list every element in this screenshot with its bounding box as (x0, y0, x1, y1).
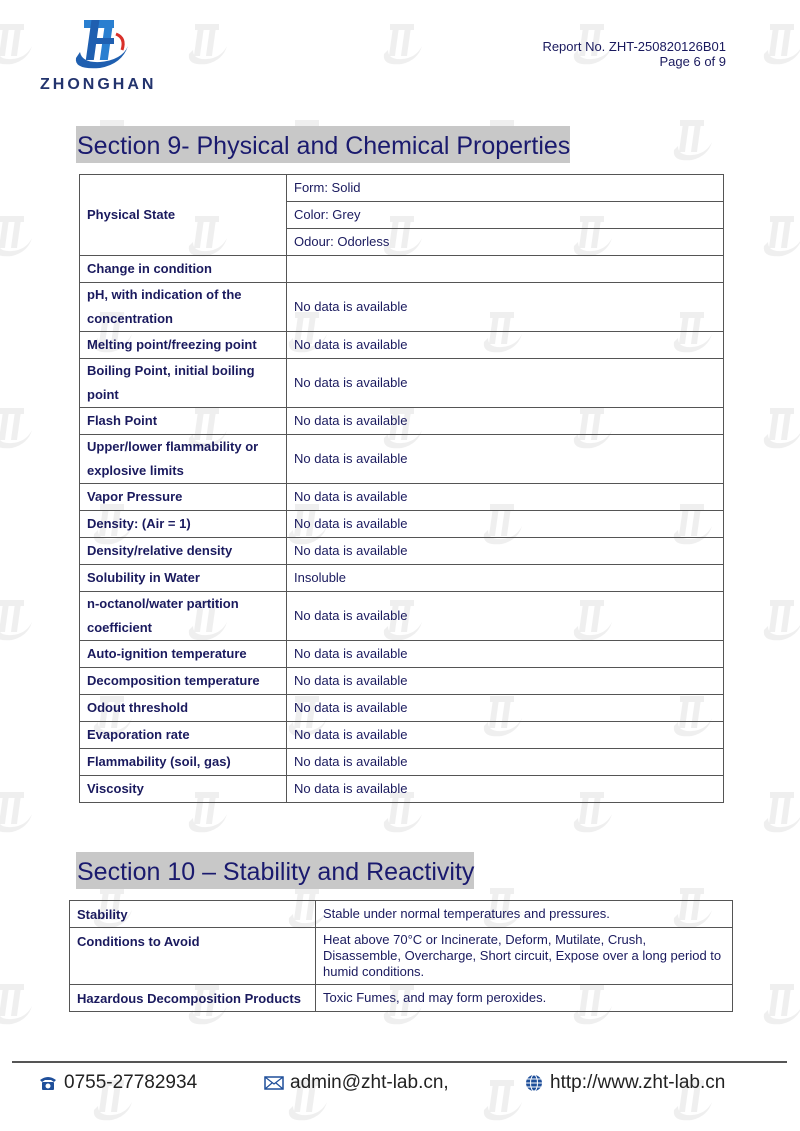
property-label: Viscosity (80, 776, 287, 803)
table-row (80, 175, 724, 202)
property-label: Hazardous Decomposition Products (70, 985, 316, 1012)
property-label: Evaporation rate (80, 722, 287, 749)
property-value: No data is available (287, 511, 724, 538)
property-label: Change in condition (80, 256, 287, 283)
property-value: No data is available (287, 695, 724, 722)
globe-icon (524, 1074, 544, 1092)
table-row (80, 722, 724, 749)
section-10 (0, 852, 800, 1012)
main-content (0, 126, 800, 1012)
section-10-title: Section 10 – Stability and Reactivity (76, 852, 474, 889)
property-label: Vapor Pressure (80, 484, 287, 511)
company-name: ZHONGHAN (40, 76, 157, 93)
property-label: Upper/lower flammability or explosive limits (80, 435, 287, 484)
section-9-title: Section 9- Physical and Chemical Properties (76, 126, 570, 163)
report-number: Report No. ZHT-250820126B01 (542, 39, 726, 54)
watermark-logo-icon (380, 20, 424, 68)
table-row (80, 359, 724, 408)
report-info (542, 39, 726, 69)
table-row (80, 695, 724, 722)
property-value: No data is available (287, 408, 724, 435)
property-value: Insoluble (287, 565, 724, 592)
footer-website (524, 1072, 725, 1094)
property-value (287, 256, 724, 283)
property-label: Boiling Point, initial boiling point (80, 359, 287, 408)
watermark-logo-icon (480, 1076, 524, 1124)
property-label: Auto-ignition temperature (80, 641, 287, 668)
property-label: Decomposition temperature (80, 668, 287, 695)
property-value: No data is available (287, 592, 724, 641)
property-value: Stable under normal temperatures and pressures. (316, 901, 733, 928)
property-value: Heat above 70°C or Incinerate, Deform, Mutilate, Crush, Disassemble, Overcharge, Short circuit, Expose over a long period to humid conditions. (316, 928, 733, 985)
page-number: Page 6 of 9 (659, 54, 726, 69)
property-value: No data is available (287, 538, 724, 565)
property-value: No data is available (287, 484, 724, 511)
footer-phone (38, 1072, 197, 1094)
company-logo (40, 16, 170, 94)
section-9 (0, 126, 800, 803)
property-value: Odour: Odorless (287, 229, 724, 256)
physical-chemical-properties-table (79, 174, 724, 803)
property-label: Conditions to Avoid (70, 928, 316, 985)
website-link[interactable]: http://www.zht-lab.cn (550, 1072, 726, 1093)
table-row (80, 256, 724, 283)
property-label: Melting point/freezing point (80, 332, 287, 359)
property-value: No data is available (287, 749, 724, 776)
phone-icon (38, 1074, 58, 1092)
table-row (70, 901, 733, 928)
property-label: Odout threshold (80, 695, 287, 722)
table-row (80, 565, 724, 592)
property-label: Density/relative density (80, 538, 287, 565)
footer-divider (12, 1061, 787, 1063)
footer-email (264, 1072, 449, 1094)
watermark-logo-icon (0, 20, 34, 68)
watermark-logo-icon (185, 20, 229, 68)
property-value: No data is available (287, 668, 724, 695)
property-label: Flammability (soil, gas) (80, 749, 287, 776)
property-value: No data is available (287, 641, 724, 668)
property-label: Solubility in Water (80, 565, 287, 592)
property-value: No data is available (287, 435, 724, 484)
property-value: No data is available (287, 332, 724, 359)
property-value: No data is available (287, 359, 724, 408)
table-row (80, 283, 724, 332)
property-value: No data is available (287, 776, 724, 803)
table-row (70, 985, 733, 1012)
table-row (80, 332, 724, 359)
table-row (80, 511, 724, 538)
phone-number: 0755-27782934 (64, 1072, 198, 1093)
table-row (80, 592, 724, 641)
table-row (80, 641, 724, 668)
table-row (80, 435, 724, 484)
property-label: pH, with indication of the concentration (80, 283, 287, 332)
table-row (80, 408, 724, 435)
property-label: Flash Point (80, 408, 287, 435)
email-link[interactable]: admin@zht-lab.cn, (290, 1072, 449, 1093)
mail-icon (264, 1074, 284, 1092)
table-row (80, 668, 724, 695)
property-label: Physical State (80, 175, 287, 256)
table-row (80, 538, 724, 565)
zhonghan-logo-icon (70, 16, 132, 74)
property-label: Stability (70, 901, 316, 928)
property-value: No data is available (287, 722, 724, 749)
property-value: Toxic Fumes, and may form peroxides. (316, 985, 733, 1012)
table-row (80, 776, 724, 803)
property-value: Form: Solid (287, 175, 724, 202)
property-label: Density: (Air = 1) (80, 511, 287, 538)
property-value: No data is available (287, 283, 724, 332)
watermark-logo-icon (760, 20, 800, 68)
table-row (70, 928, 733, 985)
property-value: Color: Grey (287, 202, 724, 229)
stability-reactivity-table (69, 900, 733, 1012)
property-label: n-octanol/water partition coefficient (80, 592, 287, 641)
table-row (80, 484, 724, 511)
table-row (80, 749, 724, 776)
